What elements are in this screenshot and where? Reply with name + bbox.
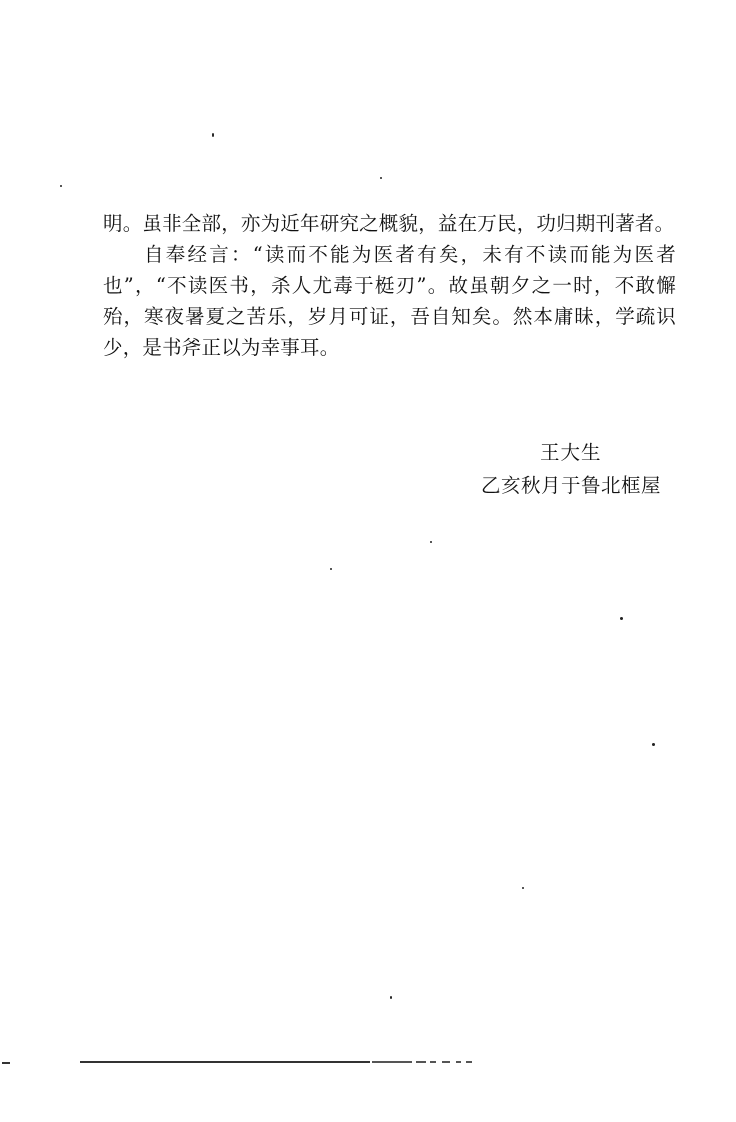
scan-speck [60,185,62,187]
scan-speck [380,177,382,179]
scan-speck [330,568,332,570]
edge-mark [2,1062,10,1064]
scan-speck [430,541,432,543]
paragraph-self-statement: 自奉经言：“读而不能为医者有矣，未有不读而能为医者也”，“不读医书，杀人尤毒于梃刃”。故虽朝夕之一时，不敢懈殆，寒夜暑夏之苦乐，岁月可证，吾自知矣。然本庸昧，学疏识少，是书斧正以为幸事耳。 [103,243,676,359]
scan-speck [620,617,623,620]
footnote-rule [80,1061,480,1064]
paragraph-continuation: 明。虽非全部，亦为近年研究之概貌，益在万民，功归期刊著者。 [103,212,675,235]
scan-speck [522,887,524,889]
scan-speck [390,996,392,999]
scan-speck [652,743,655,746]
body-text [103,208,676,363]
scan-speck [212,133,214,137]
author-signature: 王大生 [540,441,602,464]
date-place-line: 乙亥秋月于鲁北框屋 [481,474,662,497]
